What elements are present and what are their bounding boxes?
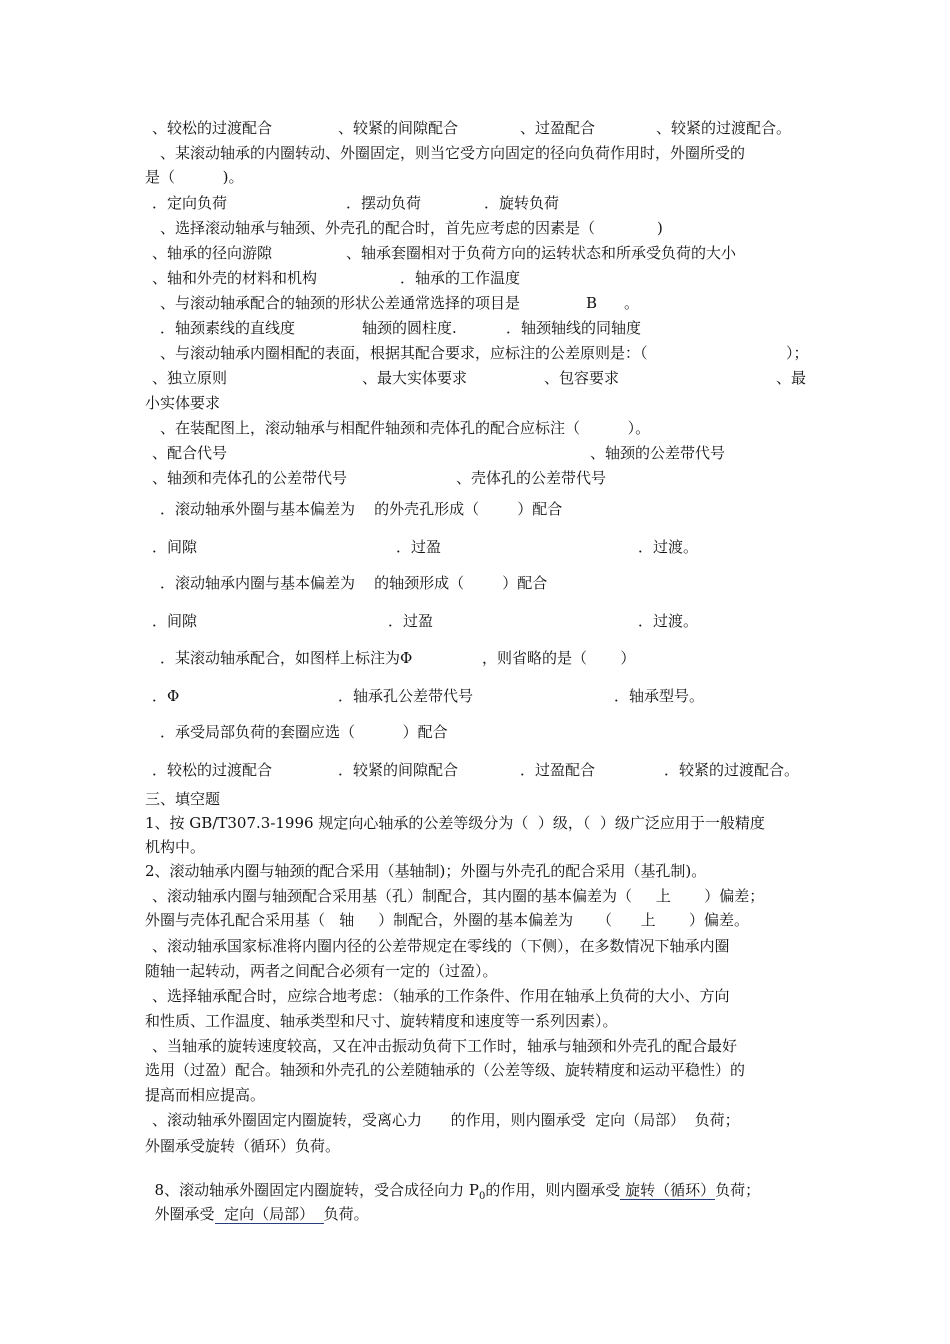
text-segment: 是（ )。 xyxy=(145,168,244,186)
text-segment: 、轴承套圈相对于负荷方向的运转状态和所承受负荷的大小 xyxy=(346,244,737,262)
text-segment: 、较紧的间隙配合 xyxy=(338,119,459,137)
text-segment: 、轴颈的公差带代号 xyxy=(590,444,726,462)
text-segment: 、较松的过渡配合 xyxy=(152,119,273,137)
text-segment: 、包容要求 xyxy=(544,369,620,387)
text-segment: 、独立原则 xyxy=(152,369,228,387)
text-segment: ．间隙 xyxy=(152,538,198,556)
text-segment: 1、按 GB/T307.3-1996 规定向心轴承的公差等级分为（ ）级，（ ）级广泛应用于一般精度 xyxy=(145,814,765,832)
text-segment: ．旋转负荷 xyxy=(484,194,560,212)
text-segment: ．轴颈轴线的同轴度 xyxy=(506,319,642,337)
fill-item-8-line-2 xyxy=(145,1184,369,1224)
text-segment: 、滚动轴承国家标准将内圈内径的公差带规定在零线的（下侧），在多数情况下轴承内圈 xyxy=(152,937,730,955)
fill-item-8-lead: 8、滚动轴承外圈固定内圈旋转，受合成径向力 P xyxy=(154,1181,479,1199)
fill-item-8-mid: 的作用，则内圈承受 xyxy=(485,1181,621,1199)
text-segment: ．定向负荷 xyxy=(152,194,228,212)
text-segment: 、最 xyxy=(776,369,807,387)
text-segment: 和性质、工作温度、轴承类型和尺寸、旋转精度和速度等一系列因素）。 xyxy=(145,1012,618,1030)
text-segment: 机构中。 xyxy=(145,838,206,856)
text-segment: B xyxy=(586,294,598,312)
text-segment: ．轴承孔公差带代号 xyxy=(338,687,474,705)
text-segment: ．轴承型号。 xyxy=(614,687,705,705)
text-segment: ，则省略的是（ ） xyxy=(482,649,636,667)
text-segment: 、当轴承的旋转速度较高，又在冲击振动负荷下工作时，轴承与轴颈和外壳孔的配合最好 xyxy=(152,1037,738,1055)
text-segment: ．Φ xyxy=(152,687,180,705)
text-segment: 随轴一起转动，两者之间配合必须有一定的（过盈）。 xyxy=(145,962,498,980)
text-segment: ．轴承的工作温度 xyxy=(400,269,521,287)
text-segment: 三、填空题 xyxy=(145,790,221,808)
text-segment: 、壳体孔的公差带代号 xyxy=(456,469,607,487)
text-segment: ．间隙 xyxy=(152,612,198,630)
text-segment: 轴颈的圆柱度. xyxy=(362,319,457,337)
text-segment: ．过渡。 xyxy=(638,612,699,630)
fill-item-8-tail-1: 负荷； xyxy=(715,1181,761,1199)
text-segment: 、在装配图上，滚动轴承与相配件轴颈和壳体孔的配合应标注（ ）。 xyxy=(160,419,651,437)
text-segment: 2、滚动轴承内圈与轴颈的配合采用（基轴制)；外圈与外壳孔的配合采用（基孔制)。 xyxy=(145,862,707,880)
text-segment: 提高而相应提高。 xyxy=(145,1086,266,1104)
text-segment: ．过盈配合 xyxy=(520,761,596,779)
fill-item-8-lead-2: 外圈承受 xyxy=(154,1205,215,1223)
fill-item-8-answer-2: 定向（局部） xyxy=(214,1205,324,1223)
text-segment: 、选择轴承配合时，应综合地考虑：（轴承的工作条件、作用在轴承上负荷的大小、方向 xyxy=(152,987,730,1005)
text-segment: ．较紧的过渡配合。 xyxy=(664,761,800,779)
text-segment: 、最大实体要求 xyxy=(362,369,468,387)
text-segment: 小实体要求 xyxy=(145,394,221,412)
text-segment: ．承受局部负荷的套圈应选（ ）配合 xyxy=(160,723,448,741)
text-segment: ．过盈 xyxy=(396,538,442,556)
text-segment: 、轴颈和壳体孔的公差带代号 xyxy=(152,469,348,487)
text-segment: 、选择滚动轴承与轴颈、外壳孔的配合时，首先应考虑的因素是（ ) xyxy=(160,219,663,237)
text-segment: ．过渡。 xyxy=(638,538,699,556)
fill-item-8-answer-1: 旋转（循环） xyxy=(620,1181,716,1199)
text-segment: 外圈与壳体孔配合采用基（ 轴 ）制配合，外圈的基本偏差为 （ 上 ）偏差。 xyxy=(145,911,749,929)
text-segment: ）； xyxy=(786,344,809,362)
text-segment: ．某滚动轴承配合，如图样上标注为Φ xyxy=(160,649,413,667)
text-segment: 、滚动轴承内圈与轴颈配合采用基（孔）制配合，其内圈的基本偏差为（ 上 ）偏差； xyxy=(152,887,765,905)
text-segment: ．较松的过渡配合 xyxy=(152,761,273,779)
text-segment: ．摆动负荷 xyxy=(346,194,422,212)
text-segment: 、较紧的过渡配合。 xyxy=(656,119,792,137)
text-segment: ．较紧的间隙配合 xyxy=(338,761,459,779)
text-segment: 、某滚动轴承的内圈转动、外圈固定，则当它受方向固定的径向负荷作用时，外圈所受的 xyxy=(160,144,746,162)
text-segment: 选用（过盈）配合。轴颈和外壳孔的公差随轴承的（公差等级、旋转精度和运动平稳性）的 xyxy=(145,1061,746,1079)
text-segment: ．滚动轴承内圈与基本偏差为 的轴颈形成（ ）配合 xyxy=(160,574,548,592)
text-segment: 。 xyxy=(624,294,640,312)
text-segment: ．过盈 xyxy=(388,612,434,630)
text-segment: ．滚动轴承外圈与基本偏差为 的外壳孔形成（ ）配合 xyxy=(160,500,563,518)
text-segment: 、与滚动轴承内圈相配的表面，根据其配合要求，应标注的公差原则是：（ xyxy=(160,344,648,362)
text-segment: 、轴和外壳的材料和机构 xyxy=(152,269,318,287)
text-segment: ．轴颈素线的直线度 xyxy=(160,319,296,337)
fill-item-8-tail-2: 负荷。 xyxy=(323,1205,369,1223)
text-segment: 外圈承受旋转（循环）负荷。 xyxy=(145,1137,341,1155)
text-segment: 、配合代号 xyxy=(152,444,228,462)
text-segment: 、滚动轴承外圈固定内圈旋转，受离心力 的作用，则内圈承受 定向（局部） 负荷； xyxy=(152,1111,740,1129)
text-segment: 、过盈配合 xyxy=(520,119,596,137)
text-segment: 、与滚动轴承配合的轴颈的形状公差通常选择的项目是 xyxy=(160,294,521,312)
text-segment: 、轴承的径向游隙 xyxy=(152,244,273,262)
fill-item-8-subscript: 0 xyxy=(478,1191,486,1202)
